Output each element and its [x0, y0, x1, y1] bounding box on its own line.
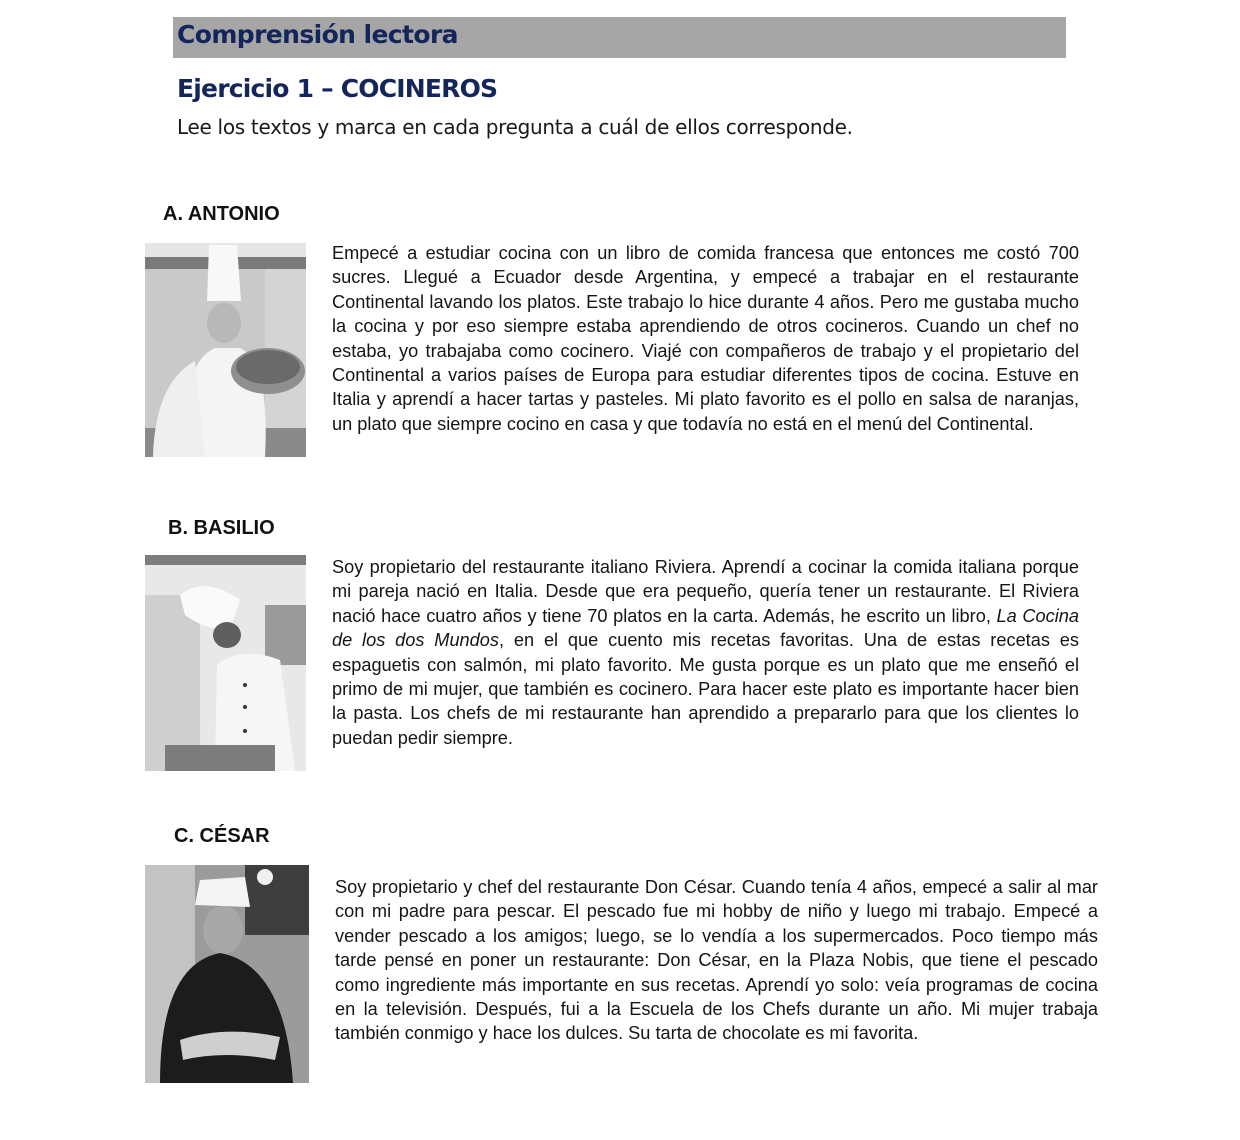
chef-heading-cesar: C. CÉSAR: [174, 825, 270, 847]
chef-heading-basilio: B. BASILIO: [168, 517, 275, 539]
chef-heading-antonio: A. ANTONIO: [163, 203, 280, 225]
chef-basilio-text-end: , en el que cuento mis recetas favoritas. Una de estas recetas es espaguetis con salmón, mi plato favorito. Me gusta porque es un plato que me enseñó el primo de mi mujer, que también es cocinero. Para hacer este plato es importante hacer bien la pasta. Los chefs de mi restaurante han aprendido a prepararlo para que los clientes lo puedan pedir siempre.: [332, 630, 1079, 748]
chef-basilio-text: [332, 555, 1079, 750]
exercise-title: Ejercicio 1 – COCINEROS: [177, 74, 498, 103]
section-title: Comprensión lectora: [177, 20, 458, 49]
book-title: La Cocina de los dos Mundos: [332, 605, 1079, 651]
exercise-instruction: Lee los textos y marca en cada pregunta a cuál de ellos corresponde.: [177, 115, 853, 139]
chef-cesar-photo: [145, 865, 309, 1083]
chef-basilio-photo: [145, 555, 306, 771]
chef-antonio-photo: [145, 243, 306, 457]
chef-basilio-text-start: Soy propietario del restaurante italiano Riviera. Aprendí a cocinar la comida italiana porque mi pareja nació en Italia. Desde que era pequeño, quería tener un restaurante. El Riviera nació hace cuatro años y tiene 70 platos en la carta. Además, he escrito un libro,: [332, 557, 1079, 626]
chef-antonio-text: Empecé a estudiar cocina con un libro de comida francesa que entonces me costó 700 sucres. Llegué a Ecuador desde Argentina, y empecé a trabajar en el restaurante Continental lavando los platos. Este trabajo lo hice durante 4 años. Pero me gustaba mucho la cocina y por eso siempre estaba aprendiendo de otros cocineros. Cuando un chef no estaba, yo trabajaba como cocinero. Viajé con compañeros de trabajo y el propietario del Continental a varios países de Europa para estudiar diferentes tipos de cocina. Estuve en Italia y aprendí a hacer tartas y pasteles. Mi plato favorito es el pollo en salsa de naranjas, un plato que siempre cocino en casa y que todavía no está en el menú del Continental.: [332, 243, 1079, 434]
chef-cesar-text: Soy propietario y chef del restaurante Don César. Cuando tenía 4 años, empecé a salir al mar con mi padre para pescar. El pescado fue mi hobby de niño y luego mi trabajo. Empecé a vender pescado a los amigos; luego, se lo vendía a los supermercados. Poco tiempo más tarde pensé en poner un restaurante: Don César, en la Plaza Nobis, que tiene el pescado como ingrediente más importante en sus recetas. Aprendí yo solo: veía programas de cocina en la televisión. Después, fui a la Escuela de los Chefs durante un año. Mi mujer trabaja también conmigo y hace los dulces. Su tarta de chocolate es mi favorita.: [335, 877, 1098, 1044]
